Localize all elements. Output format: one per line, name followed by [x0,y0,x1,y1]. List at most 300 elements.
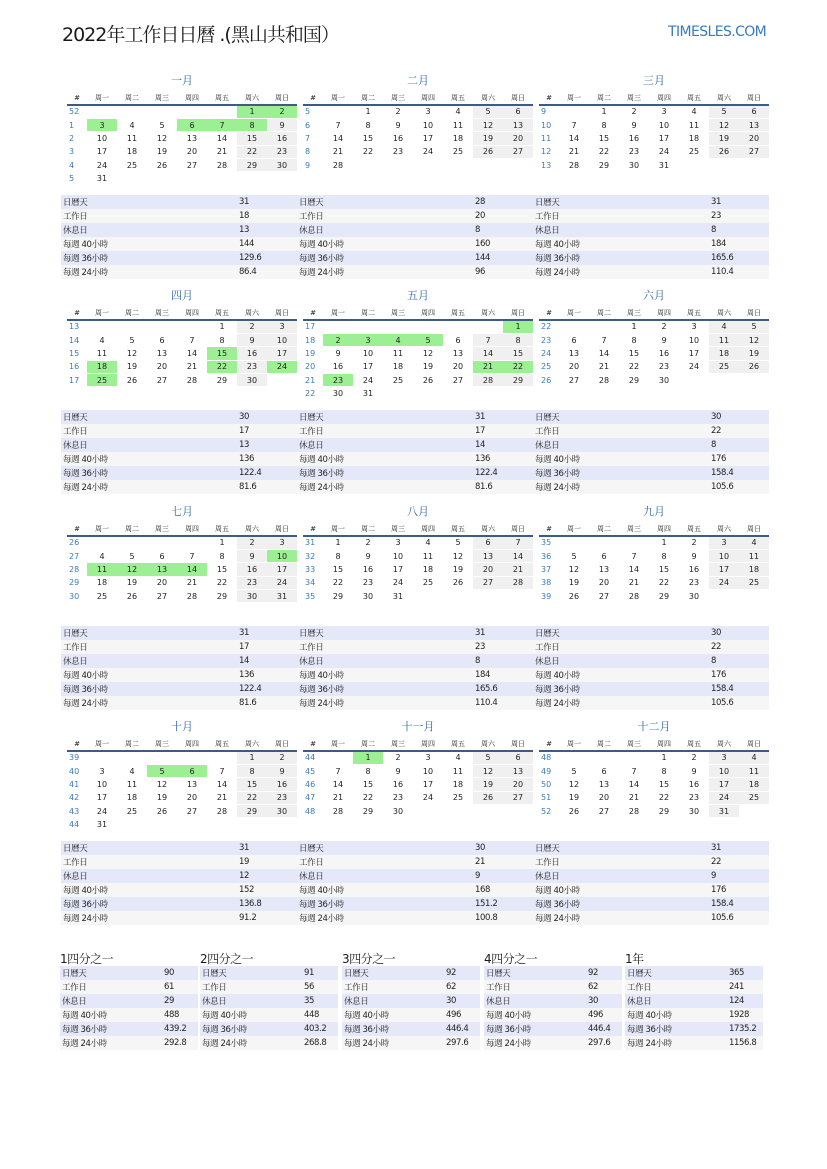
day-cell[interactable]: 31 [649,159,679,172]
day-cell[interactable]: 7 [619,764,649,777]
day-cell[interactable]: 13 [147,347,177,360]
day-cell[interactable]: 18 [383,360,413,373]
day-cell[interactable]: 5 [147,118,177,131]
day-cell[interactable]: 21 [207,791,237,804]
day-cell[interactable]: 24 [709,576,739,589]
day-cell[interactable]: 12 [443,549,473,562]
day-cell[interactable]: 23 [383,145,413,158]
day-cell[interactable]: 8 [237,764,267,777]
day-cell[interactable]: 13 [559,347,589,360]
day-cell[interactable]: 19 [147,791,177,804]
day-cell[interactable]: 21 [619,791,649,804]
day-cell[interactable]: 13 [473,549,503,562]
day-cell[interactable]: 8 [619,333,649,346]
day-cell[interactable]: 9 [383,118,413,131]
day-cell[interactable]: 20 [559,360,589,373]
day-cell[interactable]: 6 [503,105,533,118]
day-cell[interactable]: 28 [559,159,589,172]
day-cell[interactable]: 7 [177,333,207,346]
day-cell[interactable]: 2 [619,105,649,118]
day-cell[interactable]: 10 [709,549,739,562]
day-cell[interactable]: 27 [589,590,619,603]
day-cell[interactable]: 4 [739,536,769,549]
day-cell[interactable]: 30 [323,387,353,400]
day-cell[interactable]: 16 [353,563,383,576]
day-cell[interactable]: 18 [443,132,473,145]
day-cell[interactable]: 13 [503,118,533,131]
day-cell[interactable]: 10 [353,347,383,360]
day-cell[interactable]: 28 [207,805,237,818]
day-cell[interactable]: 31 [709,805,739,818]
day-cell[interactable]: 27 [503,145,533,158]
day-cell[interactable]: 30 [619,159,649,172]
day-cell[interactable]: 8 [589,118,619,131]
day-cell[interactable]: 20 [177,791,207,804]
day-cell[interactable]: 18 [117,791,147,804]
day-cell[interactable]: 11 [413,549,443,562]
day-cell[interactable]: 26 [709,145,739,158]
day-cell[interactable]: 12 [739,333,769,346]
day-cell[interactable]: 17 [709,563,739,576]
day-cell[interactable]: 20 [443,360,473,373]
day-cell[interactable]: 12 [147,778,177,791]
day-cell[interactable]: 3 [709,751,739,764]
day-cell[interactable]: 23 [237,360,267,373]
day-cell[interactable]: 24 [267,360,297,373]
day-cell[interactable]: 2 [353,536,383,549]
day-cell[interactable]: 7 [207,764,237,777]
day-cell[interactable]: 19 [739,347,769,360]
day-cell[interactable]: 9 [679,549,709,562]
day-cell[interactable]: 5 [559,549,589,562]
day-cell[interactable]: 12 [559,563,589,576]
day-cell[interactable]: 14 [207,778,237,791]
day-cell[interactable]: 19 [559,791,589,804]
day-cell[interactable]: 30 [649,374,679,387]
day-cell[interactable]: 19 [413,360,443,373]
day-cell[interactable]: 10 [383,549,413,562]
day-cell[interactable]: 7 [323,118,353,131]
day-cell[interactable]: 5 [709,105,739,118]
day-cell[interactable]: 1 [207,536,237,549]
day-cell[interactable]: 20 [589,791,619,804]
day-cell[interactable]: 3 [267,536,297,549]
day-cell[interactable]: 3 [353,333,383,346]
day-cell[interactable]: 7 [503,536,533,549]
day-cell[interactable]: 23 [353,576,383,589]
day-cell[interactable]: 26 [117,374,147,387]
day-cell[interactable]: 12 [147,132,177,145]
day-cell[interactable]: 24 [413,791,443,804]
day-cell[interactable]: 27 [739,145,769,158]
day-cell[interactable]: 21 [177,576,207,589]
day-cell[interactable]: 10 [679,333,709,346]
day-cell[interactable]: 12 [559,778,589,791]
day-cell[interactable]: 22 [619,360,649,373]
day-cell[interactable]: 22 [237,145,267,158]
day-cell[interactable]: 15 [619,347,649,360]
day-cell[interactable]: 17 [413,132,443,145]
day-cell[interactable]: 21 [619,576,649,589]
day-cell[interactable]: 9 [237,549,267,562]
day-cell[interactable]: 7 [323,764,353,777]
day-cell[interactable]: 15 [207,347,237,360]
day-cell[interactable]: 8 [237,118,267,131]
day-cell[interactable]: 3 [87,764,117,777]
day-cell[interactable]: 16 [237,563,267,576]
day-cell[interactable]: 28 [207,159,237,172]
day-cell[interactable]: 8 [353,764,383,777]
day-cell[interactable]: 24 [87,805,117,818]
day-cell[interactable]: 16 [267,778,297,791]
day-cell[interactable]: 24 [413,145,443,158]
day-cell[interactable]: 5 [473,105,503,118]
day-cell[interactable]: 14 [589,347,619,360]
day-cell[interactable]: 21 [559,145,589,158]
day-cell[interactable]: 19 [117,360,147,373]
day-cell[interactable]: 25 [413,576,443,589]
day-cell[interactable]: 25 [443,791,473,804]
day-cell[interactable]: 3 [709,536,739,549]
day-cell[interactable]: 31 [383,590,413,603]
day-cell[interactable]: 12 [709,118,739,131]
day-cell[interactable]: 29 [237,805,267,818]
day-cell[interactable]: 27 [147,590,177,603]
day-cell[interactable]: 12 [117,347,147,360]
day-cell[interactable]: 1 [207,320,237,333]
day-cell[interactable]: 18 [87,576,117,589]
day-cell[interactable]: 9 [323,347,353,360]
day-cell[interactable]: 26 [473,791,503,804]
day-cell[interactable]: 30 [679,590,709,603]
day-cell[interactable]: 15 [649,563,679,576]
day-cell[interactable]: 26 [147,805,177,818]
brand-logo[interactable]: TIMESLES.COM [668,24,767,40]
day-cell[interactable]: 10 [649,118,679,131]
day-cell[interactable]: 3 [649,105,679,118]
day-cell[interactable]: 15 [237,778,267,791]
day-cell[interactable]: 31 [353,387,383,400]
day-cell[interactable]: 7 [589,333,619,346]
day-cell[interactable]: 22 [589,145,619,158]
day-cell[interactable]: 9 [649,333,679,346]
day-cell[interactable]: 2 [267,105,297,118]
day-cell[interactable]: 28 [619,805,649,818]
day-cell[interactable]: 13 [443,347,473,360]
day-cell[interactable]: 29 [649,590,679,603]
day-cell[interactable]: 4 [413,536,443,549]
day-cell[interactable]: 1 [619,320,649,333]
day-cell[interactable]: 30 [267,159,297,172]
day-cell[interactable]: 4 [117,118,147,131]
day-cell[interactable]: 12 [473,764,503,777]
day-cell[interactable]: 25 [117,805,147,818]
day-cell[interactable]: 14 [559,132,589,145]
day-cell[interactable]: 16 [383,132,413,145]
day-cell[interactable]: 29 [589,159,619,172]
day-cell[interactable]: 6 [503,751,533,764]
day-cell[interactable]: 23 [619,145,649,158]
day-cell[interactable]: 3 [679,320,709,333]
day-cell[interactable]: 22 [207,360,237,373]
day-cell[interactable]: 19 [709,132,739,145]
day-cell[interactable]: 18 [739,778,769,791]
day-cell[interactable]: 21 [503,563,533,576]
day-cell[interactable]: 8 [207,549,237,562]
day-cell[interactable]: 8 [323,549,353,562]
day-cell[interactable]: 4 [383,333,413,346]
day-cell[interactable]: 3 [87,118,117,131]
day-cell[interactable]: 19 [473,132,503,145]
day-cell[interactable]: 28 [503,576,533,589]
day-cell[interactable]: 14 [177,563,207,576]
day-cell[interactable]: 7 [207,118,237,131]
day-cell[interactable]: 26 [117,590,147,603]
day-cell[interactable]: 5 [117,333,147,346]
day-cell[interactable]: 12 [117,563,147,576]
day-cell[interactable]: 26 [559,590,589,603]
day-cell[interactable]: 22 [353,145,383,158]
day-cell[interactable]: 15 [237,132,267,145]
day-cell[interactable]: 30 [237,590,267,603]
day-cell[interactable]: 7 [473,333,503,346]
day-cell[interactable]: 30 [383,805,413,818]
day-cell[interactable]: 6 [473,536,503,549]
day-cell[interactable]: 3 [413,751,443,764]
day-cell[interactable]: 6 [177,764,207,777]
day-cell[interactable]: 18 [709,347,739,360]
day-cell[interactable]: 24 [353,374,383,387]
day-cell[interactable]: 11 [117,778,147,791]
day-cell[interactable]: 19 [117,576,147,589]
day-cell[interactable]: 2 [679,751,709,764]
day-cell[interactable]: 20 [503,778,533,791]
day-cell[interactable]: 12 [413,347,443,360]
day-cell[interactable]: 29 [237,159,267,172]
day-cell[interactable]: 6 [589,764,619,777]
day-cell[interactable]: 4 [443,105,473,118]
day-cell[interactable]: 14 [323,778,353,791]
day-cell[interactable]: 13 [739,118,769,131]
day-cell[interactable]: 19 [147,145,177,158]
day-cell[interactable]: 29 [207,374,237,387]
day-cell[interactable]: 17 [383,563,413,576]
day-cell[interactable]: 24 [679,360,709,373]
day-cell[interactable]: 20 [589,576,619,589]
day-cell[interactable]: 3 [413,105,443,118]
day-cell[interactable]: 23 [267,791,297,804]
day-cell[interactable]: 16 [649,347,679,360]
day-cell[interactable]: 10 [267,333,297,346]
day-cell[interactable]: 23 [267,145,297,158]
day-cell[interactable]: 3 [383,536,413,549]
day-cell[interactable]: 14 [619,563,649,576]
day-cell[interactable]: 17 [709,778,739,791]
day-cell[interactable]: 30 [267,805,297,818]
day-cell[interactable]: 5 [473,751,503,764]
day-cell[interactable]: 19 [559,576,589,589]
day-cell[interactable]: 1 [353,751,383,764]
day-cell[interactable]: 15 [353,778,383,791]
day-cell[interactable]: 22 [323,576,353,589]
day-cell[interactable]: 20 [473,563,503,576]
day-cell[interactable]: 10 [413,764,443,777]
day-cell[interactable]: 26 [413,374,443,387]
day-cell[interactable]: 21 [473,360,503,373]
day-cell[interactable]: 11 [117,132,147,145]
day-cell[interactable]: 27 [443,374,473,387]
day-cell[interactable]: 23 [383,791,413,804]
day-cell[interactable]: 22 [503,360,533,373]
day-cell[interactable]: 29 [207,590,237,603]
day-cell[interactable]: 8 [649,764,679,777]
day-cell[interactable]: 1 [589,105,619,118]
day-cell[interactable]: 23 [323,374,353,387]
day-cell[interactable]: 5 [739,320,769,333]
day-cell[interactable]: 11 [739,549,769,562]
day-cell[interactable]: 25 [739,576,769,589]
day-cell[interactable]: 25 [383,374,413,387]
day-cell[interactable]: 1 [649,751,679,764]
day-cell[interactable]: 28 [589,374,619,387]
day-cell[interactable]: 1 [649,536,679,549]
day-cell[interactable]: 18 [443,778,473,791]
day-cell[interactable]: 1 [353,105,383,118]
day-cell[interactable]: 18 [117,145,147,158]
day-cell[interactable]: 2 [649,320,679,333]
day-cell[interactable]: 6 [559,333,589,346]
day-cell[interactable]: 16 [619,132,649,145]
day-cell[interactable]: 31 [87,818,117,831]
day-cell[interactable]: 24 [649,145,679,158]
day-cell[interactable]: 2 [383,751,413,764]
day-cell[interactable]: 17 [679,347,709,360]
day-cell[interactable]: 11 [87,563,117,576]
day-cell[interactable]: 15 [207,563,237,576]
day-cell[interactable]: 10 [87,132,117,145]
day-cell[interactable]: 26 [443,576,473,589]
day-cell[interactable]: 6 [177,118,207,131]
day-cell[interactable]: 16 [383,778,413,791]
day-cell[interactable]: 23 [679,576,709,589]
day-cell[interactable]: 20 [177,145,207,158]
day-cell[interactable]: 16 [267,132,297,145]
day-cell[interactable]: 28 [323,159,353,172]
day-cell[interactable]: 14 [323,132,353,145]
day-cell[interactable]: 9 [679,764,709,777]
day-cell[interactable]: 10 [709,764,739,777]
day-cell[interactable]: 4 [709,320,739,333]
day-cell[interactable]: 1 [237,751,267,764]
day-cell[interactable]: 14 [503,549,533,562]
day-cell[interactable]: 29 [649,805,679,818]
day-cell[interactable]: 11 [709,333,739,346]
day-cell[interactable]: 25 [117,159,147,172]
day-cell[interactable]: 17 [353,360,383,373]
day-cell[interactable]: 28 [177,374,207,387]
day-cell[interactable]: 6 [739,105,769,118]
day-cell[interactable]: 29 [503,374,533,387]
day-cell[interactable]: 4 [87,549,117,562]
day-cell[interactable]: 27 [177,805,207,818]
day-cell[interactable]: 17 [267,563,297,576]
day-cell[interactable]: 11 [443,764,473,777]
day-cell[interactable]: 18 [739,563,769,576]
day-cell[interactable]: 31 [87,172,117,185]
day-cell[interactable]: 27 [589,805,619,818]
day-cell[interactable]: 21 [177,360,207,373]
day-cell[interactable]: 25 [709,360,739,373]
day-cell[interactable]: 11 [443,118,473,131]
day-cell[interactable]: 28 [177,590,207,603]
day-cell[interactable]: 18 [679,132,709,145]
day-cell[interactable]: 27 [559,374,589,387]
day-cell[interactable]: 30 [353,590,383,603]
day-cell[interactable]: 9 [619,118,649,131]
day-cell[interactable]: 24 [87,159,117,172]
day-cell[interactable]: 9 [353,549,383,562]
day-cell[interactable]: 9 [383,764,413,777]
day-cell[interactable]: 11 [87,347,117,360]
day-cell[interactable]: 6 [147,333,177,346]
day-cell[interactable]: 8 [503,333,533,346]
day-cell[interactable]: 25 [87,590,117,603]
day-cell[interactable]: 9 [267,764,297,777]
day-cell[interactable]: 24 [267,576,297,589]
day-cell[interactable]: 15 [323,563,353,576]
day-cell[interactable]: 9 [237,333,267,346]
day-cell[interactable]: 25 [679,145,709,158]
day-cell[interactable]: 11 [383,347,413,360]
day-cell[interactable]: 4 [739,751,769,764]
day-cell[interactable]: 15 [649,778,679,791]
day-cell[interactable]: 21 [589,360,619,373]
day-cell[interactable]: 14 [177,347,207,360]
day-cell[interactable]: 5 [559,764,589,777]
day-cell[interactable]: 4 [679,105,709,118]
day-cell[interactable]: 26 [473,145,503,158]
day-cell[interactable]: 16 [323,360,353,373]
day-cell[interactable]: 7 [619,549,649,562]
day-cell[interactable]: 2 [323,333,353,346]
day-cell[interactable]: 16 [679,563,709,576]
day-cell[interactable]: 16 [679,778,709,791]
day-cell[interactable]: 30 [679,805,709,818]
day-cell[interactable]: 23 [237,576,267,589]
day-cell[interactable]: 18 [413,563,443,576]
day-cell[interactable]: 23 [649,360,679,373]
day-cell[interactable]: 13 [177,132,207,145]
day-cell[interactable]: 27 [147,374,177,387]
day-cell[interactable]: 22 [207,576,237,589]
day-cell[interactable]: 6 [589,549,619,562]
day-cell[interactable]: 6 [147,549,177,562]
day-cell[interactable]: 20 [503,132,533,145]
day-cell[interactable]: 2 [237,536,267,549]
day-cell[interactable]: 11 [679,118,709,131]
day-cell[interactable]: 29 [353,805,383,818]
day-cell[interactable]: 10 [267,549,297,562]
day-cell[interactable]: 13 [177,778,207,791]
day-cell[interactable]: 4 [117,764,147,777]
day-cell[interactable]: 26 [559,805,589,818]
day-cell[interactable]: 9 [267,118,297,131]
day-cell[interactable]: 23 [679,791,709,804]
day-cell[interactable]: 24 [709,791,739,804]
day-cell[interactable]: 13 [589,563,619,576]
day-cell[interactable]: 27 [503,791,533,804]
day-cell[interactable]: 26 [739,360,769,373]
